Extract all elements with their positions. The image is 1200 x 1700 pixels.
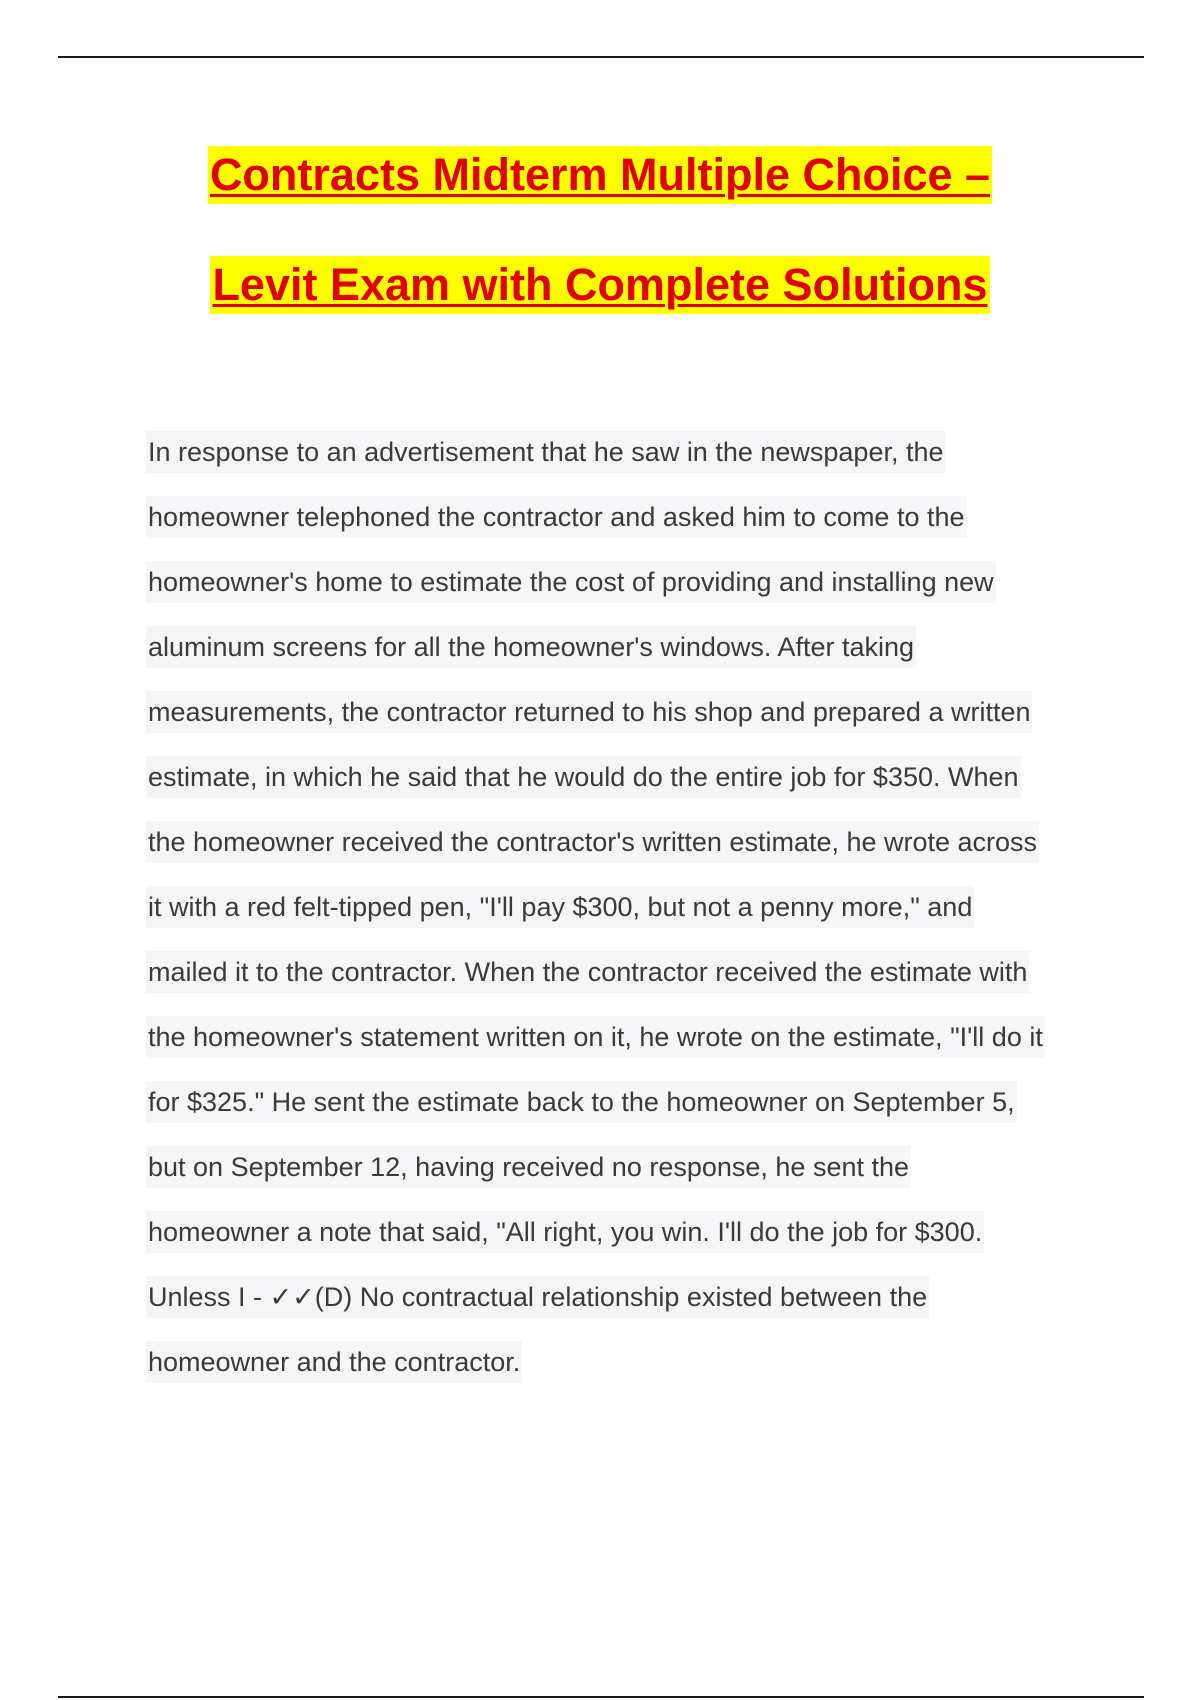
body-line: homeowner's home to estimate the cost of providing and installing new bbox=[146, 550, 1086, 615]
body-line: estimate, in which he said that he would do the entire job for $350. When bbox=[146, 745, 1086, 810]
body-line: but on September 12, having received no response, he sent the bbox=[146, 1135, 1086, 1200]
answer-line: homeowner and the contractor. bbox=[146, 1330, 1086, 1395]
bottom-rule bbox=[58, 1696, 1144, 1698]
answer-line: Unless I - ✓✓(D) No contractual relationship existed between the bbox=[146, 1265, 1086, 1330]
body-line: In response to an advertisement that he saw in the newspaper, the bbox=[146, 420, 1086, 485]
top-rule bbox=[58, 56, 1144, 58]
title-line-2: Levit Exam with Complete Solutions bbox=[210, 256, 989, 314]
body-line: it with a red felt-tipped pen, "I'll pay $300, but not a penny more," and bbox=[146, 875, 1086, 940]
body-paragraph bbox=[146, 420, 1086, 1395]
body-line: homeowner telephoned the contractor and asked him to come to the bbox=[146, 485, 1086, 550]
body-line: aluminum screens for all the homeowner's windows. After taking bbox=[146, 615, 1086, 680]
body-line: mailed it to the contractor. When the contractor received the estimate with bbox=[146, 940, 1086, 1005]
body-line: homeowner a note that said, "All right, you win. I'll do the job for $300. bbox=[146, 1200, 1086, 1265]
body-line: the homeowner's statement written on it, he wrote on the estimate, "I'll do it bbox=[146, 1005, 1086, 1070]
body-line: the homeowner received the contractor's written estimate, he wrote across bbox=[146, 810, 1086, 875]
body-line: for $325." He sent the estimate back to the homeowner on September 5, bbox=[146, 1070, 1086, 1135]
title-line-1: Contracts Midterm Multiple Choice – bbox=[208, 146, 992, 204]
body-line: measurements, the contractor returned to his shop and prepared a written bbox=[146, 680, 1086, 745]
